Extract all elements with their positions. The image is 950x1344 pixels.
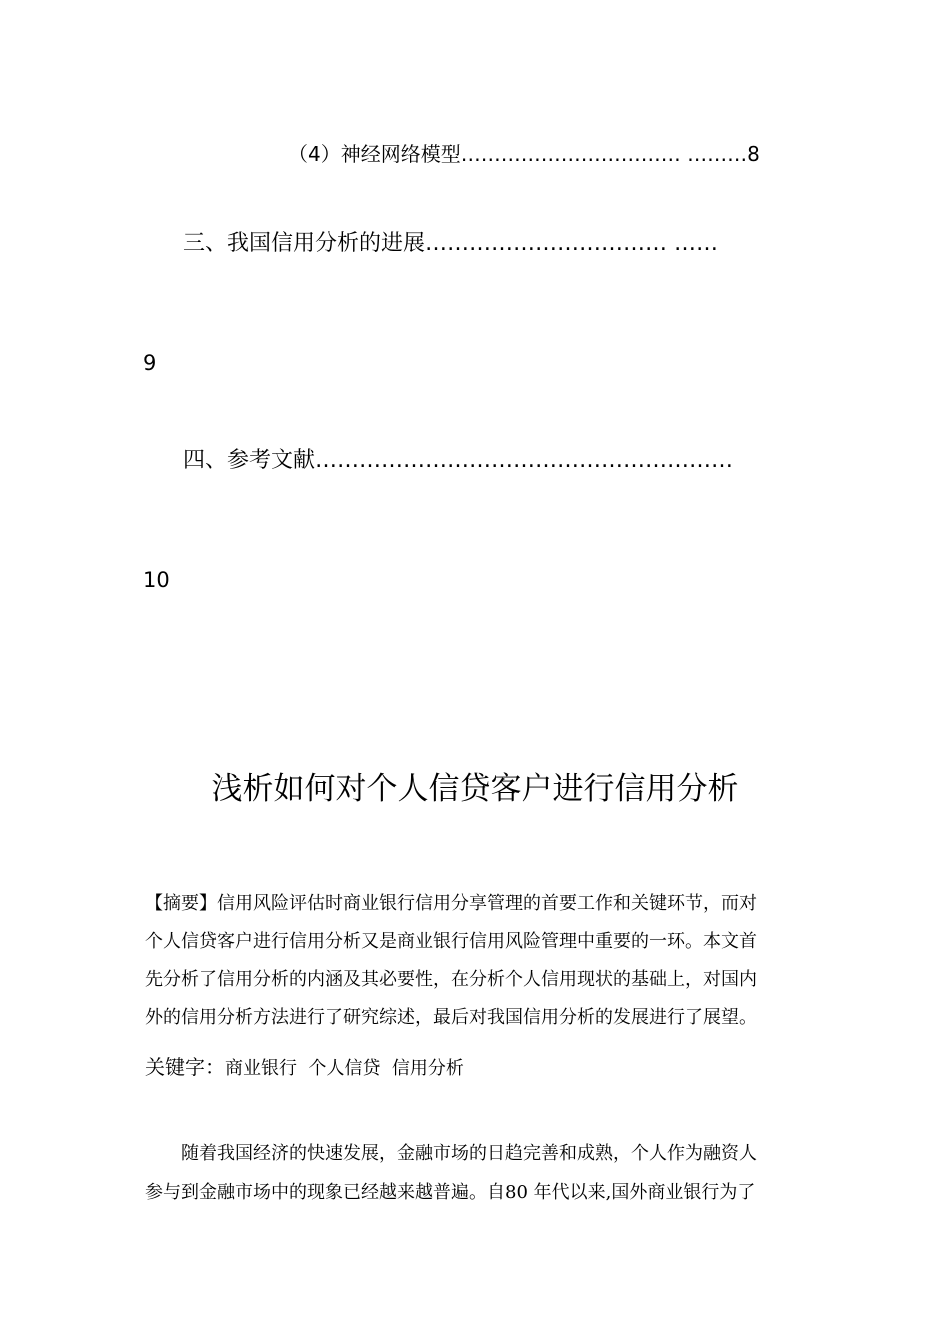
toc-entry-label: 四、参考文献 [183, 448, 316, 473]
toc-entry-page: 8 [747, 142, 760, 166]
toc-entry-label: 三、我国信用分析的进展 [183, 231, 426, 256]
keywords-label: 关键字： [145, 1055, 225, 1079]
keywords [145, 1049, 464, 1087]
toc-entry-leader: …………………………… ……… [460, 142, 748, 166]
toc-entry[interactable] [288, 138, 760, 167]
toc-entry-label: （4）神经网络模型 [288, 142, 461, 166]
toc-entry-leader: …………………………… …… [425, 231, 719, 256]
toc-entry[interactable] [183, 226, 718, 257]
abstract-label: 【摘要】 [145, 893, 217, 914]
abstract-line: 个人信贷客户进行信用分析又是商业银行信用风险管理中重要的一环。本文首 [145, 931, 757, 952]
keywords-value: 商业银行 个人信贷 信用分析 [225, 1058, 464, 1079]
body-line: 随着我国经济的快速发展，金融市场的日趋完善和成熟，个人作为融资人 [181, 1143, 757, 1164]
abstract-line [145, 886, 757, 922]
abstract-line: 外的信用分析方法进行了研究综述，最后对我国信用分析的发展进行了展望。 [145, 1007, 757, 1028]
article-title: 浅析如何对个人信贷客户进行信用分析 [211, 771, 739, 807]
body-line: 参与到金融市场中的现象已经越来越普遍。自80 年代以来,国外商业银行为了 [145, 1182, 756, 1203]
toc-entry[interactable] [183, 443, 733, 474]
abstract-line: 先分析了信用分析的内涵及其必要性，在分析个人信用现状的基础上，对国内 [145, 969, 757, 990]
abstract-text: 信用风险评估时商业银行信用分享管理的首要工作和关键环节，而对 [217, 893, 757, 914]
toc-entry-page: 10 [143, 568, 170, 592]
toc-entry-leader: ………………………………………………… [315, 448, 734, 473]
toc-entry-page: 9 [143, 351, 157, 375]
